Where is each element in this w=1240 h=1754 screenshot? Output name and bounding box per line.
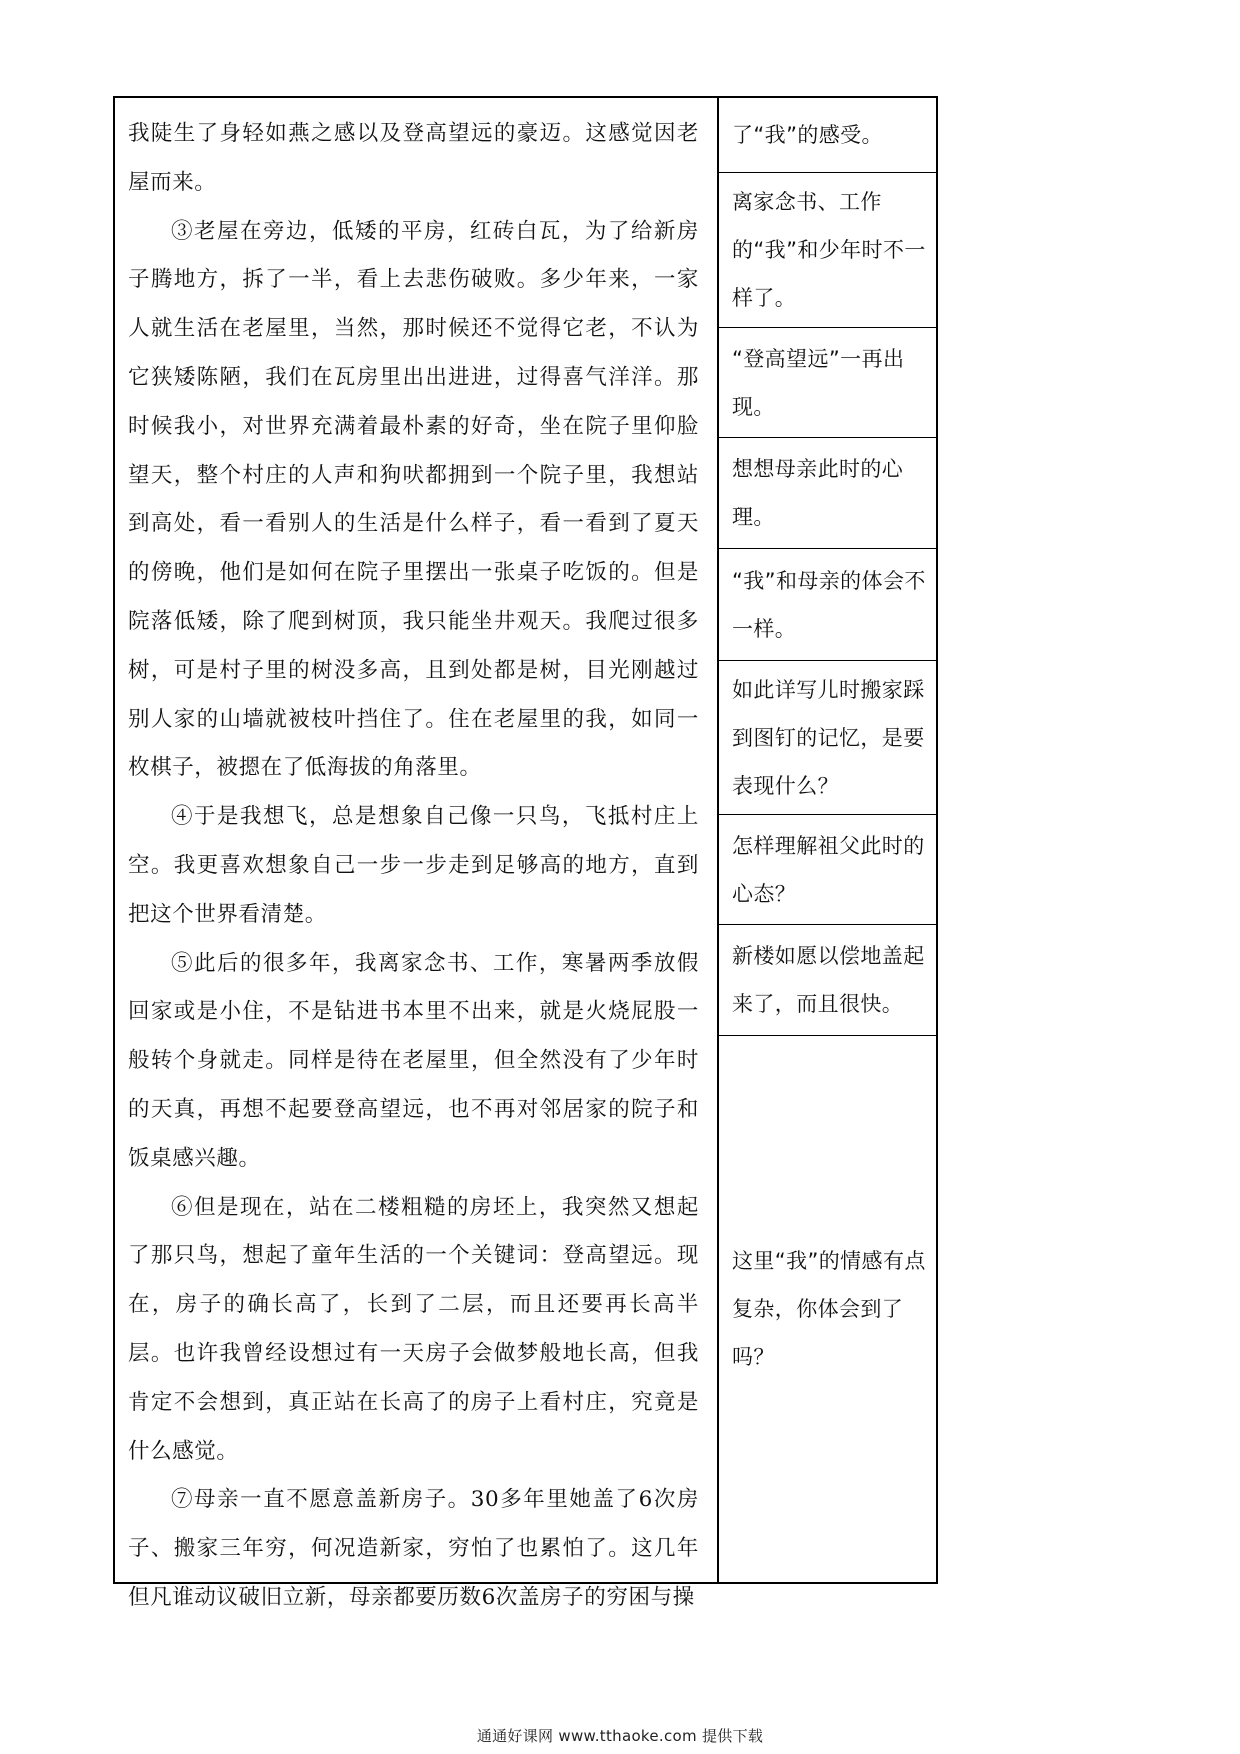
annotation-column [719, 98, 938, 1582]
passage-paragraph: ④于是我想飞，总是想象自己像一只鸟，飞抵村庄上空。我更喜欢想象自己一步一步走到足够高的地方，直到把这个世界看清楚。 [128, 804, 699, 927]
annotation-text: 如此详写儿时搬家踩到图钉的记忆，是要表现什么？ [732, 677, 925, 798]
passage-paragraph: ⑥但是现在，站在二楼粗糙的房坯上，我突然又想起了那只鸟，想起了童年生活的一个关键词：登高望远。现在，房子的确长高了，长到了二层，而且还要再长高半层。也许我曾经设想过有一天房子会做梦般地长高，但我肯定不会想到，真正站在长高了的房子上看村庄，究竟是什么感觉。 [128, 1194, 699, 1464]
annotation-text: 了“我”的感受。 [732, 123, 883, 147]
reading-table [113, 96, 938, 1610]
annotation-cell [719, 549, 938, 661]
annotation-text: “我”和母亲的体会不一样。 [732, 568, 926, 641]
annotation-text: 怎样理解祖父此时的心态？ [732, 833, 925, 906]
annotation-text: 这里“我”的情感有点复杂，你体会到了吗？ [732, 1249, 926, 1369]
annotation-cell [719, 173, 938, 328]
annotation-cell [719, 925, 938, 1036]
annotation-text: “登高望远”一再出现。 [732, 346, 905, 419]
passage-paragraph: ③老屋在旁边，低矮的平房，红砖白瓦，为了给新房子腾地方，拆了一半，看上去悲伤破败。多少年来，一家人就生活在老屋里，当然，那时候还不觉得它老，不认为它狭矮陈陋，我们在瓦房里出出进进，过得喜气洋洋。那时候我小，对世界充满着最朴素的好奇，坐在院子里仰脸望天，整个村庄的人声和狗吠都拥到一个院子里，我想站到高处，看一看别人的生活是什么样子，看一看到了夏天的傍晚，他们是如何在院子里摆出一张桌子吃饭的。但是院落低矮，除了爬到树顶，我只能坐井观天。我爬过很多树，可是村子里的树没多高，且到处都是树，目光刚越过别人家的山墙就被枝叶挡住了。住在老屋里的我，如同一枚棋子，被摁在了低海拔的角落里。 [128, 218, 699, 781]
passage-paragraph: 我陡生了身轻如燕之感以及登高望远的豪迈。这感觉因老屋而来。 [128, 121, 699, 195]
annotation-cell [719, 661, 938, 815]
annotation-text: 新楼如愿以偿地盖起来了，而且很快。 [732, 944, 925, 1016]
passage-paragraph: ⑤此后的很多年，我离家念书、工作，寒暑两季放假回家或是小住，不是钻进书本里不出来，就是火烧屁股一般转个身就走。同样是待在老屋里，但全然没有了少年时的天真，再想不起要登高望远，也不再对邻居家的院子和饭桌感兴趣。 [128, 950, 699, 1171]
annotation-text: 离家念书、工作的“我”和少年时不一样了。 [732, 190, 926, 310]
annotation-cell [719, 1036, 938, 1582]
page-footer: 通通好课网 www.tthaoke.com 提供下载 [476, 1727, 764, 1745]
passage-paragraph: ⑦母亲一直不愿意盖新房子。30多年里她盖了6次房子、搬家三年穷，何况造新家，穷怕了也累怕了。这几年但凡谁动议破旧立新，母亲都要历数6次盖房子的穷困与操 [128, 1487, 699, 1610]
annotation-cell [719, 438, 938, 549]
annotation-cell [719, 815, 938, 925]
annotation-cell [719, 328, 938, 438]
annotation-cell [719, 98, 938, 173]
passage-column [115, 98, 717, 1610]
annotation-text: 想想母亲此时的心理。 [732, 457, 904, 529]
